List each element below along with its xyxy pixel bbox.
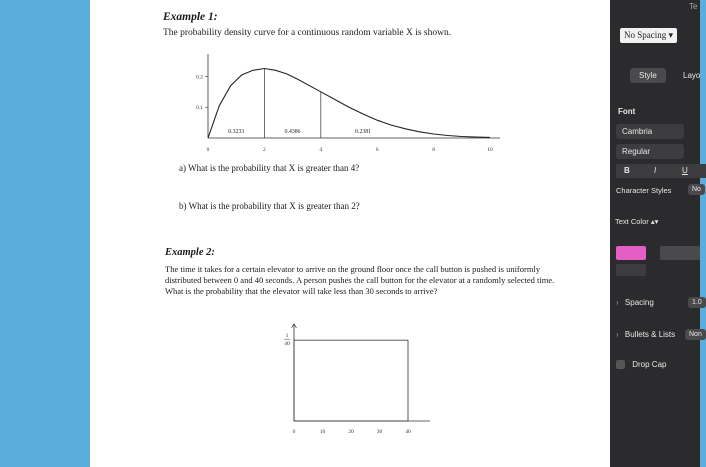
x-tick-label: 6: [375, 147, 379, 153]
left-margin-band: [0, 0, 90, 467]
format-sidebar: [610, 0, 700, 467]
uniform-distribution-chart: [270, 318, 450, 438]
y-tick-label: 0.1: [196, 105, 203, 112]
character-styles-label: Character Styles: [616, 186, 672, 195]
bullets-value[interactable]: Non: [685, 329, 706, 340]
italic-button[interactable]: I: [654, 166, 657, 175]
example1-description: The probability density curve for a continuous random variable X is shown.: [163, 28, 452, 38]
paragraph-style-label: No Spacing: [624, 30, 667, 40]
text-style-buttons: [616, 164, 706, 178]
drop-cap-label: Drop Cap: [632, 360, 667, 370]
spacing-value[interactable]: 1.0: [688, 297, 706, 308]
underline-button[interactable]: U: [682, 166, 688, 175]
question-a: a) What is the probability that X is greater than 4?: [179, 163, 360, 173]
y-tick-label: 0.2: [196, 74, 203, 81]
density-curve-chart: [190, 50, 530, 160]
panel-tab-text[interactable]: Te: [689, 2, 698, 11]
tab-layout[interactable]: Layo: [683, 71, 701, 80]
x-tick-label: 30: [376, 429, 383, 435]
bullets-row[interactable]: [616, 330, 675, 339]
text-color-label[interactable]: Text Color ▴▾: [615, 217, 659, 226]
bold-button[interactable]: B: [624, 166, 630, 175]
y-label-numerator: 1: [285, 333, 289, 340]
x-tick-label: 4: [319, 147, 323, 153]
density-curve: [208, 69, 490, 139]
font-name-select[interactable]: Cambria: [616, 124, 684, 139]
x-tick-label: 0: [206, 147, 210, 153]
character-styles-value[interactable]: No: [688, 184, 705, 195]
region-area-label: 0.4386: [284, 129, 301, 135]
y-label-denominator: 40: [284, 341, 290, 348]
font-heading: Font: [618, 107, 636, 116]
paragraph-style-dropdown[interactable]: [620, 28, 677, 43]
region-area-label: 0.2381: [355, 129, 372, 135]
bullets-label: Bullets & Lists: [624, 330, 676, 339]
x-tick-label: 2: [263, 147, 266, 153]
justify-button[interactable]: [616, 264, 646, 276]
example2-text: The time it takes for a certain elevator to arrive on the ground floor once the call button is pushed is uniformly distributed between 0 and 40 seconds. A person pushes the call button for the elevator at a randomly selected time. What is the probability that the elevator will take less than 30 seconds to arrive?: [165, 264, 555, 296]
drop-cap-checkbox[interactable]: [616, 360, 625, 369]
x-tick-label: 10: [319, 429, 326, 435]
region-area-label: 0.3233: [228, 129, 245, 135]
x-tick-label: 0: [292, 429, 296, 435]
example1-title: Example 1:: [163, 11, 218, 23]
spacing-label: Spacing: [624, 298, 654, 307]
chevron-down-icon: ▾: [666, 30, 674, 40]
example2-title: Example 2:: [165, 247, 215, 258]
x-tick-label: 40: [405, 429, 411, 435]
x-tick-label: 20: [348, 429, 354, 435]
chevron-right-icon: ›: [616, 330, 619, 339]
drop-cap-row[interactable]: [616, 360, 666, 369]
align-left-button[interactable]: [616, 246, 646, 260]
x-tick-label: 10: [487, 147, 493, 153]
spacing-row[interactable]: [616, 298, 654, 307]
align-center-button[interactable]: [660, 246, 700, 260]
font-style-select[interactable]: Regular: [616, 144, 684, 159]
tab-style[interactable]: Style: [630, 68, 666, 83]
document-page: [90, 0, 610, 467]
x-tick-label: 8: [432, 147, 435, 153]
uniform-density-rect: [294, 340, 408, 421]
chevron-right-icon: ›: [616, 298, 619, 307]
question-b: b) What is the probability that X is greater than 2?: [179, 201, 360, 211]
